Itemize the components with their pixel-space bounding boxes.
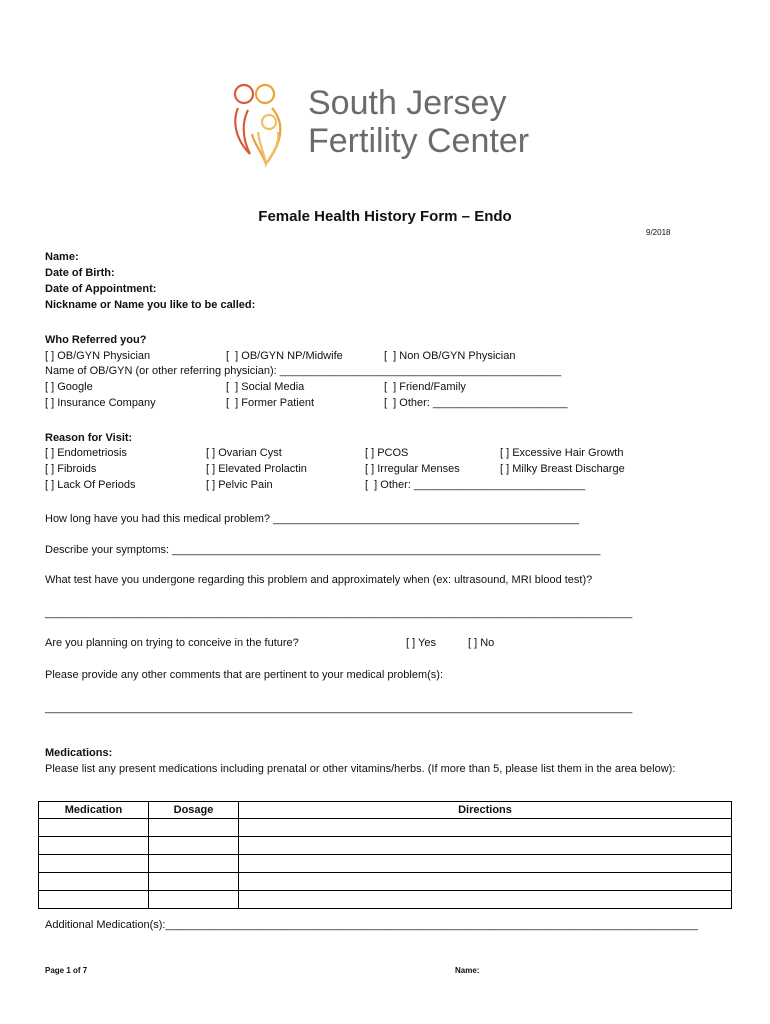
reason-option-irregular-menses[interactable]: [ ] Irregular Menses <box>365 463 460 475</box>
form-title: Female Health History Form – Endo <box>258 208 512 225</box>
table-row <box>39 873 732 891</box>
referring-physician-field[interactable]: Name of OB/GYN (or other referring physician): ______________________________________________ <box>45 365 562 377</box>
medications-table-body <box>39 819 732 909</box>
table-row <box>39 819 732 837</box>
conceive-question: Are you planning on trying to conceive in the future? <box>45 637 299 649</box>
reason-option-endometriosis[interactable]: [ ] Endometriosis <box>45 447 127 459</box>
medication-cell[interactable] <box>39 837 149 855</box>
reason-heading: Reason for Visit: <box>45 432 133 444</box>
referral-option-insurance[interactable]: [ ] Insurance Company <box>45 397 156 409</box>
table-header-row <box>39 802 732 819</box>
footer-name-label: Name: <box>455 966 480 975</box>
column-header-medication: Medication <box>39 802 149 819</box>
medications-heading: Medications: <box>45 747 113 759</box>
conceive-yes-option[interactable]: [ ] Yes <box>406 637 436 649</box>
additional-medications-field[interactable]: Additional Medication(s):_______________________________________________________________________________________ <box>45 919 698 931</box>
dosage-cell[interactable] <box>149 819 239 837</box>
reason-option-ovarian-cyst[interactable]: [ ] Ovarian Cyst <box>206 447 282 459</box>
referral-option-google[interactable]: [ ] Google <box>45 381 93 393</box>
column-header-dosage: Dosage <box>149 802 239 819</box>
tests-answer-line[interactable]: ________________________________________________________________________________________________ <box>45 607 633 619</box>
directions-cell[interactable] <box>239 837 732 855</box>
medication-cell[interactable] <box>39 819 149 837</box>
reason-option-elevated-prolactin[interactable]: [ ] Elevated Prolactin <box>206 463 307 475</box>
referral-option-social-media[interactable]: [ ] Social Media <box>226 381 305 393</box>
referral-heading: Who Referred you? <box>45 334 147 346</box>
referral-option-midwife[interactable]: [ ] OB/GYN NP/Midwife <box>226 350 343 362</box>
how-long-field[interactable]: How long have you had this medical problem? __________________________________________________ <box>45 513 579 525</box>
reason-option-other[interactable]: [ ] Other: ____________________________ <box>365 479 586 491</box>
symptoms-field[interactable]: Describe your symptoms: ______________________________________________________________________ <box>45 544 601 556</box>
directions-cell[interactable] <box>239 855 732 873</box>
family-hearts-logo-icon <box>232 82 302 172</box>
dosage-cell[interactable] <box>149 855 239 873</box>
directions-cell[interactable] <box>239 891 732 909</box>
medications-table <box>38 801 732 909</box>
field-name-label: Name: <box>45 251 79 263</box>
referral-option-friend-family[interactable]: [ ] Friend/Family <box>384 381 466 393</box>
referral-option-other[interactable]: [ ] Other: ______________________ <box>384 397 568 409</box>
table-row <box>39 855 732 873</box>
conceive-no-option[interactable]: [ ] No <box>468 637 495 649</box>
referral-option-former-patient[interactable]: [ ] Former Patient <box>226 397 315 409</box>
reason-option-pcos[interactable]: [ ] PCOS <box>365 447 409 459</box>
referral-option-non-obgyn[interactable]: [ ] Non OB/GYN Physician <box>384 350 516 362</box>
comments-answer-line[interactable]: ________________________________________________________________________________________________ <box>45 702 633 714</box>
directions-cell[interactable] <box>239 873 732 891</box>
table-row <box>39 891 732 909</box>
clinic-logo <box>232 82 552 172</box>
dosage-cell[interactable] <box>149 873 239 891</box>
reason-option-milky-discharge[interactable]: [ ] Milky Breast Discharge <box>500 463 625 475</box>
page-number: Page 1 of 7 <box>45 966 88 975</box>
referral-option-obgyn[interactable]: [ ] OB/GYN Physician <box>45 350 151 362</box>
logo-text-line2: Fertility Center <box>308 122 530 160</box>
field-appointment-label: Date of Appointment: <box>45 283 157 295</box>
reason-option-pelvic-pain[interactable]: [ ] Pelvic Pain <box>206 479 273 491</box>
comments-question: Please provide any other comments that are pertinent to your medical problem(s): <box>45 669 444 681</box>
column-header-directions: Directions <box>239 802 732 819</box>
medications-instructions: Please list any present medications including prenatal or other vitamins/herbs. (If more than 5, please list them in the area below): <box>45 763 676 775</box>
logo-text-line1: South Jersey <box>308 84 507 122</box>
medication-cell[interactable] <box>39 873 149 891</box>
table-row <box>39 837 732 855</box>
reason-option-fibroids[interactable]: [ ] Fibroids <box>45 463 97 475</box>
directions-cell[interactable] <box>239 819 732 837</box>
field-dob-label: Date of Birth: <box>45 267 115 279</box>
medication-cell[interactable] <box>39 891 149 909</box>
reason-option-lack-of-periods[interactable]: [ ] Lack Of Periods <box>45 479 136 491</box>
tests-question: What test have you undergone regarding this problem and approximately when (ex: ultrasound, MRI blood test)? <box>45 574 593 586</box>
dosage-cell[interactable] <box>149 891 239 909</box>
reason-option-excessive-hair[interactable]: [ ] Excessive Hair Growth <box>500 447 624 459</box>
field-nickname-label: Nickname or Name you like to be called: <box>45 299 256 311</box>
medication-cell[interactable] <box>39 855 149 873</box>
dosage-cell[interactable] <box>149 837 239 855</box>
form-version-date: 9/2018 <box>646 228 671 237</box>
